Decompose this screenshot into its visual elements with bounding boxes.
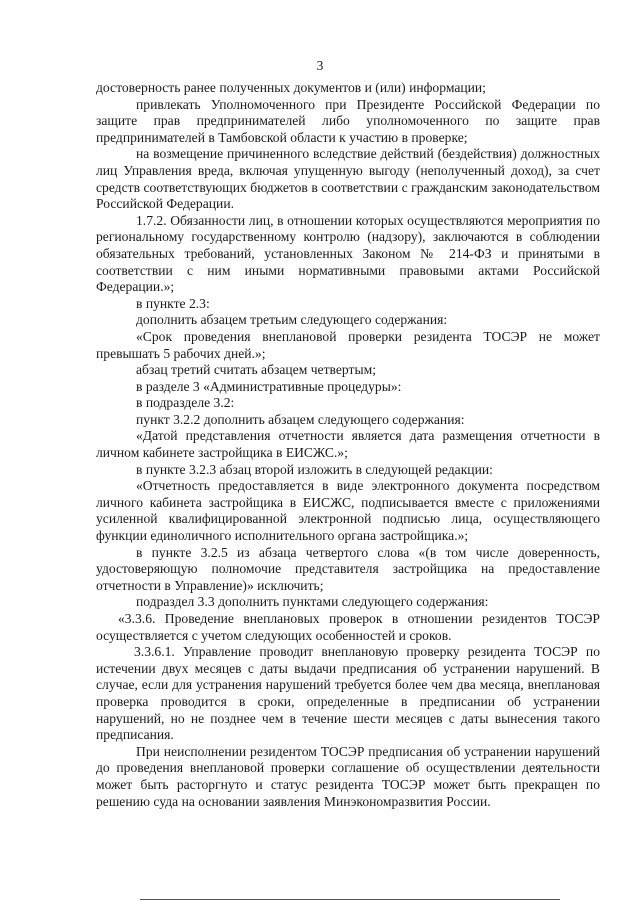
document-body	[96, 80, 600, 810]
paragraph: «3.3.6. Проведение внеплановых проверок в отношении резидентов ТОСЭР осуществляется с учетом следующих особенностей и сроков.	[96, 611, 600, 643]
paragraph: в пункте 3.2.3 абзац второй изложить в следующей редакции:	[136, 461, 493, 477]
paragraph: 1.7.2. Обязанности лиц, в отношении которых осуществляются мероприятия по региональному государственному контролю (надзору), заключаются в соблюдении обязательных требований, установленных Законом № 214-ФЗ и принятыми в соответствии с ним иными нормативными правовыми актами Российской Федерации.»;	[96, 212, 600, 295]
paragraph: абзац третий считать абзацем четвертым;	[136, 362, 376, 378]
paragraph: на возмещение причиненного вследствие действий (бездействия) должностных лиц Управления вреда, включая упущенную выгоду (неполученный доход), за счет средств соответствующих бюджетов в соответствии с гражданским законодательством Российской Федерации.	[96, 146, 600, 212]
paragraph: 3.3.6.1. Управление проводит внеплановую проверку резидента ТОСЭР по истечении двух месяцев с даты выдачи предписания об устранении нарушений. В случае, если для устранения нарушений требуется более чем два месяца, внеплановая проверка проводится в сроки, определенные в предписании об устранении нарушений, но не позднее чем в течение шести месяцев с даты вынесения такого предписания.	[96, 644, 600, 743]
paragraph: пункт 3.2.2 дополнить абзацем следующего содержания:	[136, 411, 465, 427]
paragraph: подраздел 3.3 дополнить пунктами следующего содержания:	[136, 594, 489, 610]
paragraph: «Датой представления отчетности является дата размещения отчетности в личном кабинете застройщика в ЕИСЖС.»;	[96, 428, 600, 461]
bottom-rule	[140, 899, 560, 900]
paragraph: в подразделе 3.2:	[136, 395, 235, 411]
paragraph: достоверность ранее полученных документов и (или) информации;	[96, 80, 486, 95]
paragraph: в разделе 3 «Административные процедуры»:	[136, 378, 402, 394]
paragraph: При неисполнении резидентом ТОСЭР предписания об устранении нарушений до проведения внеплановой проверки соглашение об осуществлении деятельности может быть расторгнуто и статус резидента ТОСЭР может быть прекращен по решению суда на основании заявления Минэкономразвития России.	[96, 743, 600, 809]
paragraph: в пункте 2.3:	[136, 295, 210, 311]
paragraph: «Срок проведения внеплановой проверки резидента ТОСЭР не может превышать 5 рабочих дней.»;	[96, 328, 600, 361]
paragraph: в пункте 3.2.5 из абзаца четвертого слова «(в том числе доверенность, удостоверяющую полномочие представителя застройщика на предоставление отчетности в Управление)» исключить;	[96, 544, 600, 593]
paragraph: «Отчетность предоставляется в виде электронного документа посредством личного кабинета застройщика в ЕИСЖС, подписывается вместе с приложениями усиленной квалифицированной электронной подписью лица, осуществляющего функции единоличного исполнительного органа застройщика.»;	[96, 478, 600, 544]
paragraph: привлекать Уполномоченного при Президенте Российской Федерации по защите прав предпринимателей либо уполномоченного по защите прав предпринимателей в Тамбовской области к участию в проверке;	[96, 96, 600, 145]
paragraph: дополнить абзацем третьим следующего содержания:	[136, 312, 448, 328]
page-number: 3	[316, 58, 324, 73]
